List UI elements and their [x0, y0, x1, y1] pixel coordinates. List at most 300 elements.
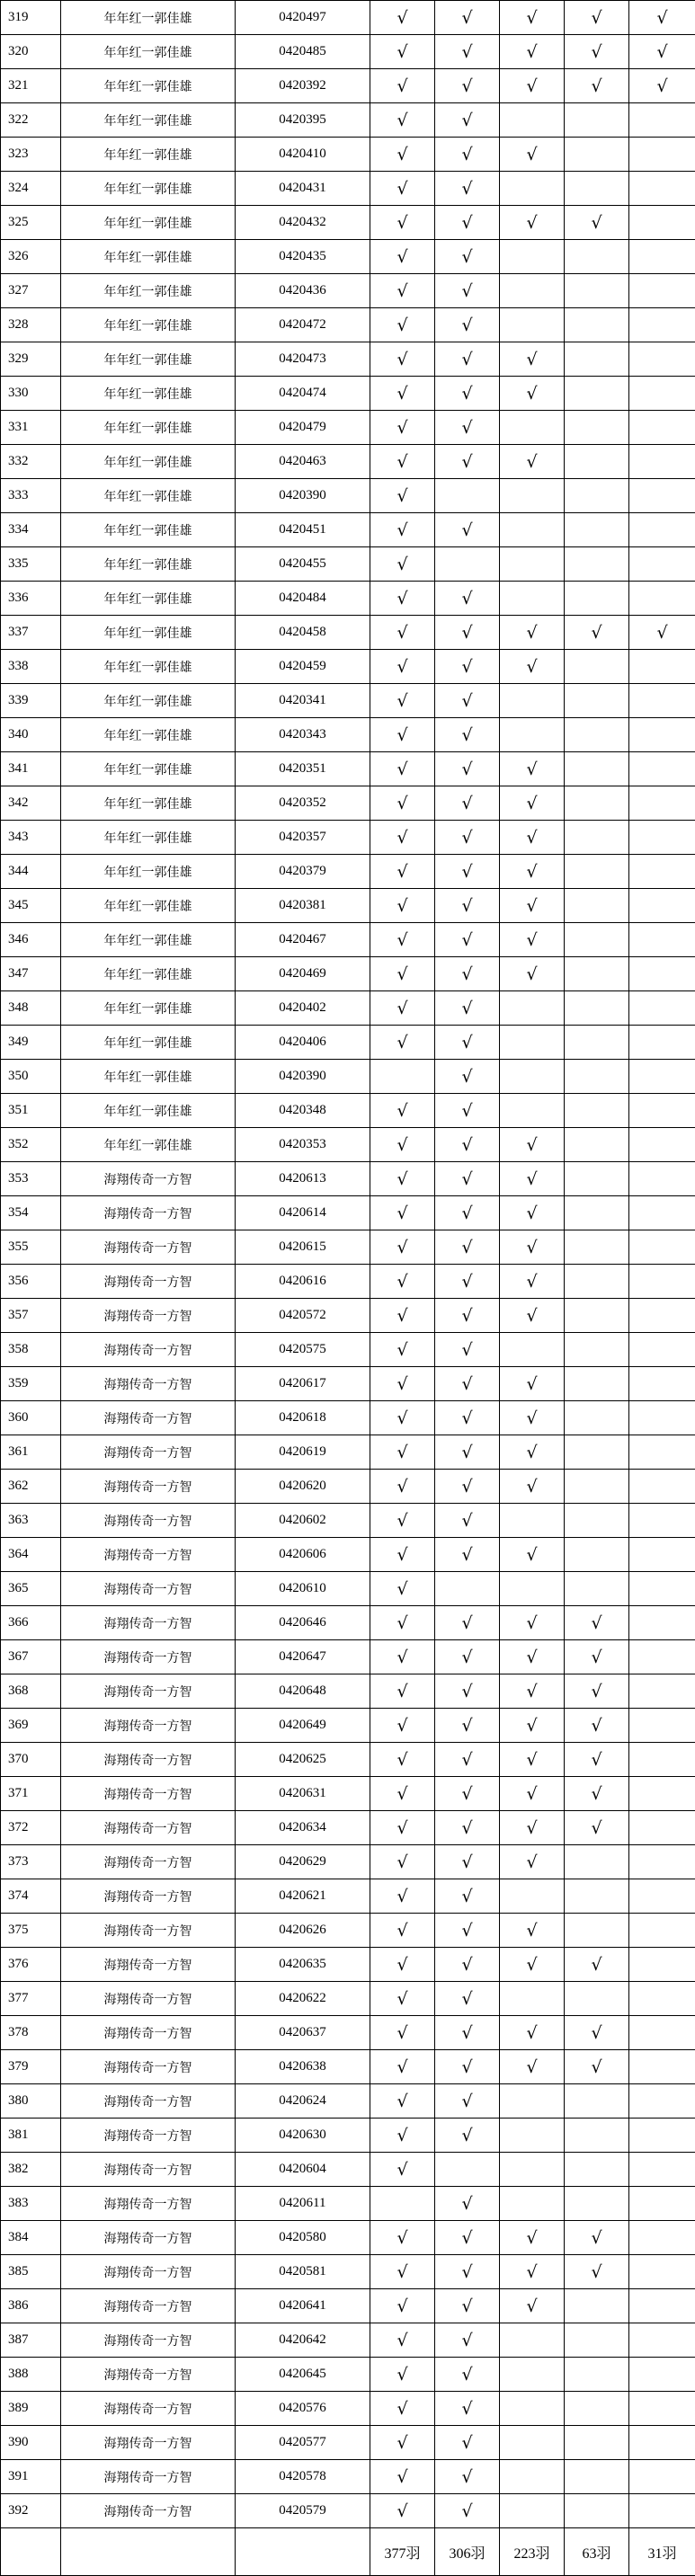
- race-2-check-cell: √: [435, 1640, 500, 1674]
- row-number-cell: 380: [1, 2084, 61, 2119]
- race-3-check-cell: [500, 513, 565, 547]
- ring-number-cell: 0420631: [236, 1777, 370, 1811]
- race-1-check-cell: √: [370, 2153, 435, 2187]
- loft-name-cell: 海翔传奇一方智: [61, 1640, 236, 1674]
- race-1-check-cell: √: [370, 684, 435, 718]
- race-5-check-cell: [629, 1640, 695, 1674]
- race-2-check-cell: √: [435, 2255, 500, 2289]
- ring-number-cell: 0420390: [236, 479, 370, 513]
- race-5-check-cell: [629, 2392, 695, 2426]
- ring-number-cell: 0420469: [236, 957, 370, 991]
- race-4-check-cell: [565, 786, 629, 821]
- race-4-check-cell: √: [565, 1743, 629, 1777]
- ring-number-cell: 0420629: [236, 1845, 370, 1879]
- ring-number-cell: 0420357: [236, 821, 370, 855]
- row-number-cell: 339: [1, 684, 61, 718]
- race-3-check-cell: √: [500, 2221, 565, 2255]
- loft-name-cell: 海翔传奇一方智: [61, 1504, 236, 1538]
- race-5-check-cell: [629, 1094, 695, 1128]
- race-1-check-cell: √: [370, 855, 435, 889]
- race-1-check-cell: √: [370, 2289, 435, 2323]
- ring-number-cell: 0420463: [236, 445, 370, 479]
- loft-name-cell: 海翔传奇一方智: [61, 2221, 236, 2255]
- race-3-check-cell: [500, 479, 565, 513]
- race-4-check-cell: [565, 2426, 629, 2460]
- race-5-check-cell: [629, 2153, 695, 2187]
- row-number-cell: 367: [1, 1640, 61, 1674]
- table-row: [1, 855, 695, 889]
- table-row: [1, 69, 695, 103]
- race-3-check-cell: [500, 2153, 565, 2187]
- loft-name-cell: 海翔传奇一方智: [61, 1162, 236, 1196]
- ring-number-cell: 0420392: [236, 69, 370, 103]
- race-4-total-cell: 63羽: [565, 2528, 629, 2576]
- race-1-check-cell: √: [370, 1504, 435, 1538]
- race-4-check-cell: √: [565, 2050, 629, 2084]
- table-row: [1, 923, 695, 957]
- race-3-check-cell: √: [500, 2050, 565, 2084]
- row-number-cell: 377: [1, 1982, 61, 2016]
- race-1-check-cell: √: [370, 1948, 435, 1982]
- race-4-check-cell: [565, 2494, 629, 2528]
- table-row: [1, 138, 695, 172]
- race-5-check-cell: [629, 2358, 695, 2392]
- loft-name-cell: 年年红一郭佳雄: [61, 411, 236, 445]
- race-4-check-cell: [565, 2084, 629, 2119]
- race-4-check-cell: √: [565, 1640, 629, 1674]
- race-5-check-cell: [629, 2221, 695, 2255]
- race-3-check-cell: [500, 2460, 565, 2494]
- race-5-check-cell: [629, 684, 695, 718]
- loft-name-cell: 海翔传奇一方智: [61, 1879, 236, 1914]
- race-4-check-cell: [565, 2323, 629, 2358]
- table-row: [1, 1470, 695, 1504]
- race-1-check-cell: √: [370, 1333, 435, 1367]
- row-number-cell: 385: [1, 2255, 61, 2289]
- loft-name-cell: 年年红一郭佳雄: [61, 1128, 236, 1162]
- race-3-check-cell: [500, 274, 565, 308]
- ring-number-cell: 0420348: [236, 1094, 370, 1128]
- ring-number-cell: 0420642: [236, 2323, 370, 2358]
- race-3-check-cell: [500, 2119, 565, 2153]
- loft-name-cell: 海翔传奇一方智: [61, 1777, 236, 1811]
- table-row: [1, 1709, 695, 1743]
- loft-name-cell: 年年红一郭佳雄: [61, 547, 236, 582]
- row-number-cell: 391: [1, 2460, 61, 2494]
- race-5-check-cell: [629, 1948, 695, 1982]
- race-5-check-cell: [629, 1777, 695, 1811]
- race-4-check-cell: [565, 1162, 629, 1196]
- race-3-check-cell: √: [500, 2289, 565, 2323]
- race-4-check-cell: [565, 2119, 629, 2153]
- table-row: [1, 1982, 695, 2016]
- ring-number-cell: 0420611: [236, 2187, 370, 2221]
- table-row: [1, 889, 695, 923]
- row-number-cell: 373: [1, 1845, 61, 1879]
- table-row: [1, 2358, 695, 2392]
- race-4-check-cell: √: [565, 1606, 629, 1640]
- race-1-check-cell: √: [370, 138, 435, 172]
- table-row: [1, 1845, 695, 1879]
- race-1-check-cell: √: [370, 2255, 435, 2289]
- ring-number-cell: 0420410: [236, 138, 370, 172]
- race-4-check-cell: [565, 923, 629, 957]
- row-number-cell: 330: [1, 377, 61, 411]
- race-2-check-cell: [435, 2153, 500, 2187]
- race-1-check-cell: √: [370, 2460, 435, 2494]
- race-4-check-cell: [565, 1230, 629, 1265]
- table-row: [1, 2221, 695, 2255]
- ring-number-cell: 0420458: [236, 616, 370, 650]
- race-1-check-cell: √: [370, 1709, 435, 1743]
- race-4-check-cell: √: [565, 1777, 629, 1811]
- race-2-check-cell: √: [435, 1504, 500, 1538]
- row-number-cell: 340: [1, 718, 61, 752]
- row-number-cell: 341: [1, 752, 61, 786]
- race-2-check-cell: √: [435, 855, 500, 889]
- row-number-cell: 333: [1, 479, 61, 513]
- race-5-check-cell: [629, 650, 695, 684]
- race-3-check-cell: [500, 308, 565, 342]
- race-4-check-cell: [565, 1538, 629, 1572]
- race-4-check-cell: [565, 991, 629, 1026]
- race-5-check-cell: [629, 2016, 695, 2050]
- race-3-check-cell: √: [500, 1128, 565, 1162]
- race-2-check-cell: √: [435, 377, 500, 411]
- row-number-cell: 334: [1, 513, 61, 547]
- race-2-check-cell: √: [435, 923, 500, 957]
- race-4-check-cell: [565, 274, 629, 308]
- race-5-check-cell: [629, 1572, 695, 1606]
- race-4-check-cell: [565, 479, 629, 513]
- race-5-check-cell: [629, 1435, 695, 1470]
- loft-name-cell: 年年红一郭佳雄: [61, 616, 236, 650]
- table-row: [1, 2460, 695, 2494]
- table-row: [1, 1196, 695, 1230]
- loft-name-cell: 年年红一郭佳雄: [61, 889, 236, 923]
- race-5-check-cell: √: [629, 69, 695, 103]
- race-2-check-cell: √: [435, 1128, 500, 1162]
- race-5-check-cell: [629, 821, 695, 855]
- race-5-check-cell: [629, 1299, 695, 1333]
- row-number-cell: 370: [1, 1743, 61, 1777]
- race-3-check-cell: [500, 1094, 565, 1128]
- race-1-check-cell: √: [370, 2426, 435, 2460]
- race-2-check-cell: √: [435, 206, 500, 240]
- race-5-check-cell: [629, 2187, 695, 2221]
- race-5-check-cell: [629, 1743, 695, 1777]
- race-2-check-cell: √: [435, 69, 500, 103]
- race-1-check-cell: √: [370, 752, 435, 786]
- loft-name-cell: 海翔传奇一方智: [61, 1538, 236, 1572]
- race-2-check-cell: √: [435, 1, 500, 35]
- row-number-cell: 352: [1, 1128, 61, 1162]
- race-5-check-cell: [629, 1811, 695, 1845]
- table-row: [1, 2084, 695, 2119]
- row-number-cell: 329: [1, 342, 61, 377]
- race-1-check-cell: √: [370, 1299, 435, 1333]
- race-4-check-cell: √: [565, 2016, 629, 2050]
- race-4-check-cell: [565, 1914, 629, 1948]
- race-3-check-cell: √: [500, 650, 565, 684]
- race-2-check-cell: √: [435, 1265, 500, 1299]
- race-4-check-cell: [565, 1094, 629, 1128]
- race-2-check-cell: √: [435, 2426, 500, 2460]
- row-number-cell: 386: [1, 2289, 61, 2323]
- table-row: [1, 1914, 695, 1948]
- loft-name-cell: 海翔传奇一方智: [61, 2187, 236, 2221]
- race-1-check-cell: √: [370, 513, 435, 547]
- ring-number-cell: 0420577: [236, 2426, 370, 2460]
- race-3-check-cell: √: [500, 821, 565, 855]
- table-row: [1, 513, 695, 547]
- race-2-check-cell: √: [435, 684, 500, 718]
- race-5-check-cell: [629, 2289, 695, 2323]
- table-row: [1, 1743, 695, 1777]
- race-3-check-cell: √: [500, 1470, 565, 1504]
- row-number-cell: 332: [1, 445, 61, 479]
- race-1-check-cell: √: [370, 2358, 435, 2392]
- row-number-cell: 362: [1, 1470, 61, 1504]
- race-3-check-cell: √: [500, 35, 565, 69]
- loft-name-cell: 年年红一郭佳雄: [61, 308, 236, 342]
- race-3-check-cell: √: [500, 1709, 565, 1743]
- race-5-check-cell: [629, 342, 695, 377]
- loft-name-cell: 海翔传奇一方智: [61, 2016, 236, 2050]
- race-2-check-cell: [435, 547, 500, 582]
- race-5-check-cell: [629, 2119, 695, 2153]
- loft-name-cell: 海翔传奇一方智: [61, 1811, 236, 1845]
- race-2-check-cell: √: [435, 2016, 500, 2050]
- race-3-check-cell: √: [500, 69, 565, 103]
- race-4-check-cell: [565, 1504, 629, 1538]
- race-5-check-cell: [629, 2255, 695, 2289]
- race-1-check-cell: √: [370, 1470, 435, 1504]
- race-2-check-cell: [435, 479, 500, 513]
- race-1-check-cell: [370, 1060, 435, 1094]
- table-row: [1, 1811, 695, 1845]
- row-number-cell: 363: [1, 1504, 61, 1538]
- race-1-check-cell: √: [370, 2323, 435, 2358]
- table-row: [1, 991, 695, 1026]
- loft-name-cell: 年年红一郭佳雄: [61, 1, 236, 35]
- row-number-cell: 371: [1, 1777, 61, 1811]
- race-3-check-cell: √: [500, 1811, 565, 1845]
- race-3-check-cell: [500, 411, 565, 445]
- table-row: [1, 650, 695, 684]
- loft-name-cell: 年年红一郭佳雄: [61, 752, 236, 786]
- ring-number-cell: 0420620: [236, 1470, 370, 1504]
- race-5-check-cell: [629, 1333, 695, 1367]
- table-row: [1, 1674, 695, 1709]
- loft-name-cell: 海翔传奇一方智: [61, 1333, 236, 1367]
- table-row: [1, 1265, 695, 1299]
- race-3-check-cell: √: [500, 1265, 565, 1299]
- race-1-check-cell: √: [370, 103, 435, 138]
- row-number-cell: 335: [1, 547, 61, 582]
- race-3-check-cell: √: [500, 342, 565, 377]
- race-4-check-cell: [565, 1333, 629, 1367]
- race-5-check-cell: [629, 1026, 695, 1060]
- race-4-check-cell: [565, 650, 629, 684]
- loft-name-cell: 海翔传奇一方智: [61, 1743, 236, 1777]
- race-1-check-cell: √: [370, 889, 435, 923]
- race-3-check-cell: [500, 991, 565, 1026]
- ring-number-cell: 0420353: [236, 1128, 370, 1162]
- race-1-check-cell: √: [370, 957, 435, 991]
- race-5-check-cell: [629, 2084, 695, 2119]
- loft-name-cell: 海翔传奇一方智: [61, 1674, 236, 1709]
- ring-number-cell: 0420646: [236, 1606, 370, 1640]
- table-row: [1, 1026, 695, 1060]
- ring-number-cell: 0420579: [236, 2494, 370, 2528]
- row-number-cell: 331: [1, 411, 61, 445]
- race-4-check-cell: √: [565, 616, 629, 650]
- race-4-check-cell: [565, 513, 629, 547]
- race-3-check-cell: √: [500, 1640, 565, 1674]
- race-3-check-cell: [500, 2426, 565, 2460]
- table-row: [1, 103, 695, 138]
- race-5-check-cell: [629, 513, 695, 547]
- loft-name-cell: 海翔传奇一方智: [61, 2358, 236, 2392]
- loft-name-cell: 海翔传奇一方智: [61, 1470, 236, 1504]
- table-row: [1, 1948, 695, 1982]
- race-5-check-cell: [629, 172, 695, 206]
- race-2-check-cell: √: [435, 1982, 500, 2016]
- totals-blank-cell: [236, 2528, 370, 2576]
- row-number-cell: 328: [1, 308, 61, 342]
- row-number-cell: 325: [1, 206, 61, 240]
- race-2-check-cell: √: [435, 2323, 500, 2358]
- race-5-total-cell: 31羽: [629, 2528, 695, 2576]
- race-3-check-cell: [500, 103, 565, 138]
- row-number-cell: 354: [1, 1196, 61, 1230]
- table-row: [1, 1538, 695, 1572]
- race-1-check-cell: √: [370, 1982, 435, 2016]
- race-1-check-cell: √: [370, 718, 435, 752]
- race-2-check-cell: √: [435, 2460, 500, 2494]
- ring-number-cell: 0420479: [236, 411, 370, 445]
- race-3-check-cell: √: [500, 1914, 565, 1948]
- row-number-cell: 324: [1, 172, 61, 206]
- race-2-check-cell: √: [435, 1674, 500, 1709]
- race-3-check-cell: [500, 684, 565, 718]
- ring-number-cell: 0420624: [236, 2084, 370, 2119]
- loft-name-cell: 海翔传奇一方智: [61, 1982, 236, 2016]
- loft-name-cell: 年年红一郭佳雄: [61, 240, 236, 274]
- race-5-check-cell: [629, 1879, 695, 1914]
- race-2-check-cell: √: [435, 1743, 500, 1777]
- race-5-check-cell: [629, 2460, 695, 2494]
- row-number-cell: 356: [1, 1265, 61, 1299]
- race-4-check-cell: [565, 2358, 629, 2392]
- row-number-cell: 345: [1, 889, 61, 923]
- table-row: [1, 35, 695, 69]
- ring-number-cell: 0420580: [236, 2221, 370, 2255]
- ring-number-cell: 0420343: [236, 718, 370, 752]
- table-row: [1, 2153, 695, 2187]
- ring-number-cell: 0420581: [236, 2255, 370, 2289]
- race-1-check-cell: √: [370, 308, 435, 342]
- race-5-check-cell: [629, 718, 695, 752]
- row-number-cell: 372: [1, 1811, 61, 1845]
- loft-name-cell: 海翔传奇一方智: [61, 2050, 236, 2084]
- race-5-check-cell: [629, 1606, 695, 1640]
- race-4-check-cell: [565, 445, 629, 479]
- race-5-check-cell: [629, 377, 695, 411]
- loft-name-cell: 海翔传奇一方智: [61, 2153, 236, 2187]
- race-4-check-cell: [565, 103, 629, 138]
- race-1-check-cell: √: [370, 1401, 435, 1435]
- race-2-check-cell: √: [435, 308, 500, 342]
- race-2-check-cell: √: [435, 1470, 500, 1504]
- race-4-check-cell: [565, 1196, 629, 1230]
- race-1-check-cell: √: [370, 2050, 435, 2084]
- race-1-check-cell: √: [370, 1572, 435, 1606]
- ring-number-cell: 0420617: [236, 1367, 370, 1401]
- ring-number-cell: 0420474: [236, 377, 370, 411]
- ring-number-cell: 0420341: [236, 684, 370, 718]
- table-row: [1, 2016, 695, 2050]
- row-number-cell: 349: [1, 1026, 61, 1060]
- ring-number-cell: 0420647: [236, 1640, 370, 1674]
- row-number-cell: 342: [1, 786, 61, 821]
- race-2-check-cell: √: [435, 1299, 500, 1333]
- row-number-cell: 337: [1, 616, 61, 650]
- race-4-check-cell: √: [565, 2221, 629, 2255]
- race-4-check-cell: [565, 1845, 629, 1879]
- row-number-cell: 376: [1, 1948, 61, 1982]
- table-row: [1, 1128, 695, 1162]
- table-row: [1, 1162, 695, 1196]
- race-3-check-cell: √: [500, 1401, 565, 1435]
- row-number-cell: 387: [1, 2323, 61, 2358]
- ring-number-cell: 0420641: [236, 2289, 370, 2323]
- row-number-cell: 348: [1, 991, 61, 1026]
- race-1-check-cell: √: [370, 342, 435, 377]
- race-2-check-cell: √: [435, 2119, 500, 2153]
- race-1-check-cell: √: [370, 1914, 435, 1948]
- loft-name-cell: 海翔传奇一方智: [61, 1948, 236, 1982]
- race-5-check-cell: [629, 1504, 695, 1538]
- loft-name-cell: 年年红一郭佳雄: [61, 957, 236, 991]
- ring-number-cell: 0420619: [236, 1435, 370, 1470]
- race-1-check-cell: √: [370, 582, 435, 616]
- table-row: [1, 821, 695, 855]
- race-2-check-cell: √: [435, 1845, 500, 1879]
- race-2-check-cell: √: [435, 650, 500, 684]
- row-number-cell: 375: [1, 1914, 61, 1948]
- loft-name-cell: 年年红一郭佳雄: [61, 923, 236, 957]
- race-2-check-cell: √: [435, 1948, 500, 1982]
- race-1-check-cell: √: [370, 547, 435, 582]
- table-row: [1, 1777, 695, 1811]
- row-number-cell: 381: [1, 2119, 61, 2153]
- loft-name-cell: 年年红一郭佳雄: [61, 582, 236, 616]
- table-row: [1, 616, 695, 650]
- race-2-check-cell: √: [435, 1367, 500, 1401]
- table-row: [1, 718, 695, 752]
- row-number-cell: 344: [1, 855, 61, 889]
- race-3-check-cell: [500, 1060, 565, 1094]
- race-2-check-cell: √: [435, 1094, 500, 1128]
- race-5-check-cell: [629, 1709, 695, 1743]
- table-row: [1, 377, 695, 411]
- race-2-check-cell: √: [435, 2187, 500, 2221]
- race-4-check-cell: [565, 1572, 629, 1606]
- race-3-check-cell: √: [500, 1743, 565, 1777]
- row-number-cell: 383: [1, 2187, 61, 2221]
